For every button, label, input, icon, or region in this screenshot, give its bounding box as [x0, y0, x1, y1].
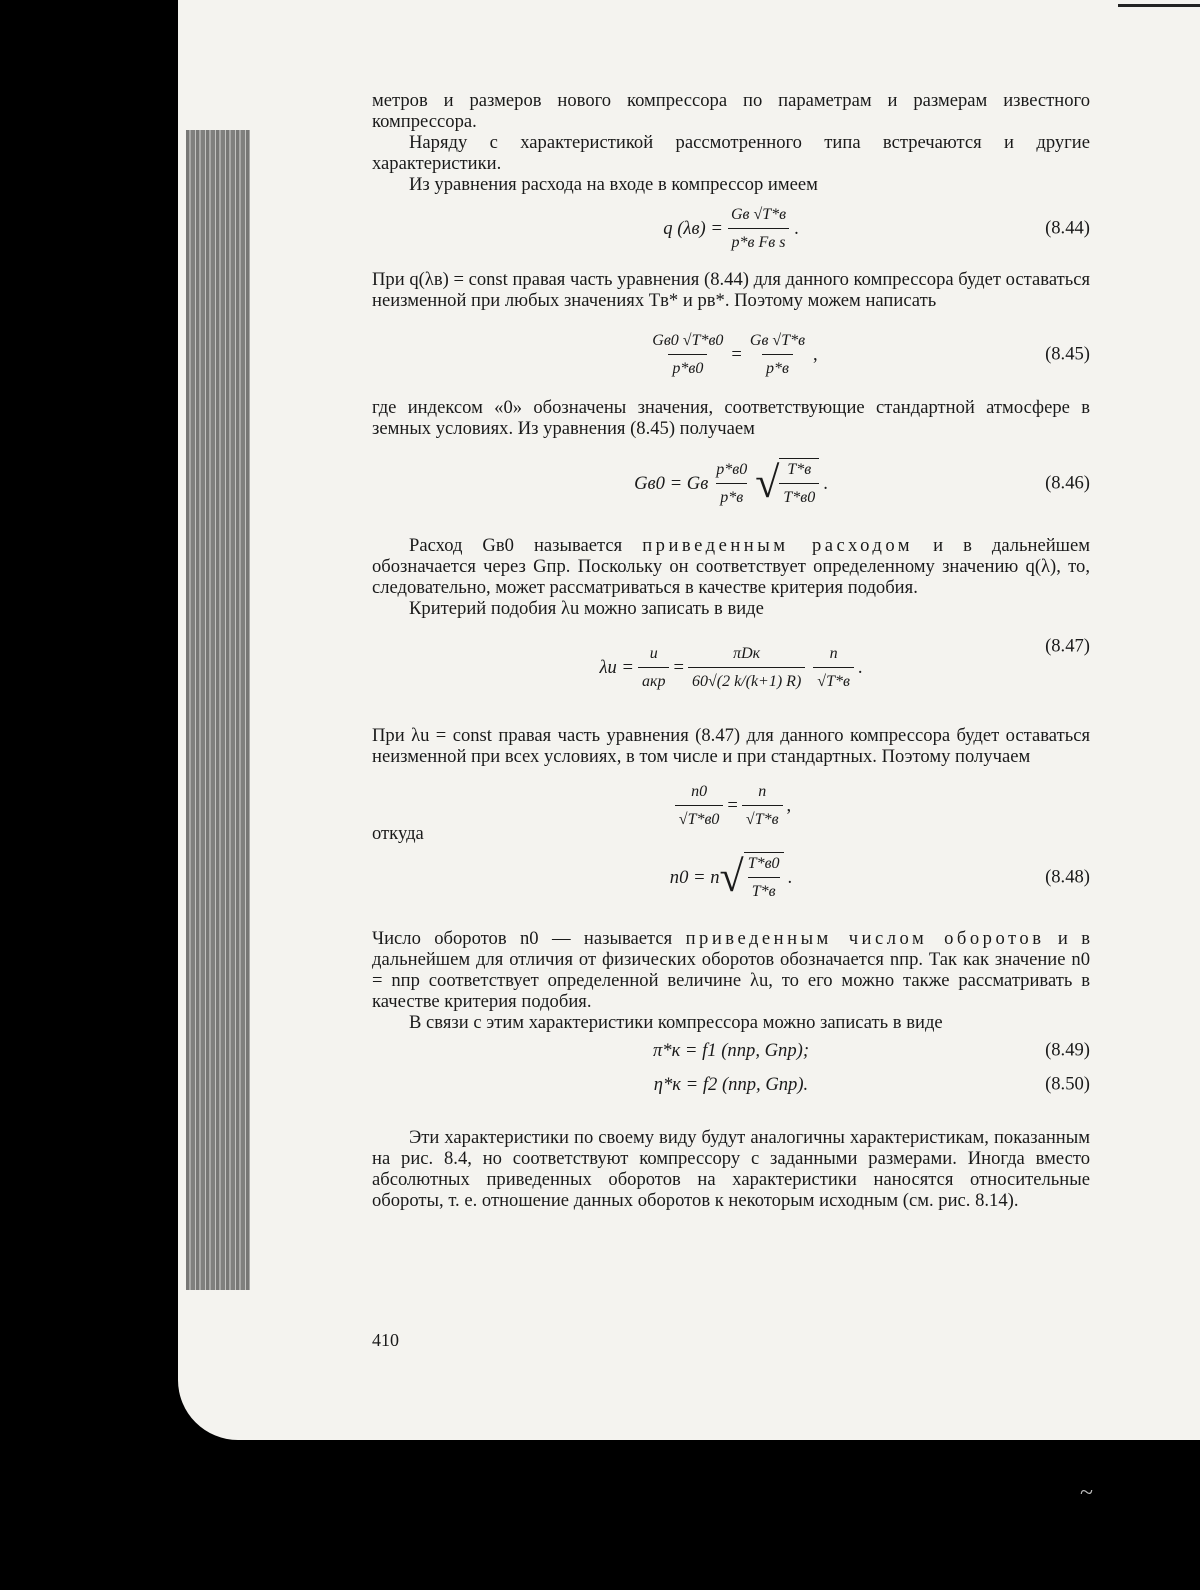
equation-8-47: λu = $\frac{u}{\text{aкр}}$ = $\frac{\text{πDк}}{60√(2 k/(k+1) R)}$ $\frac{n}{√T*в}$ . (8.47) [599, 635, 1090, 690]
equation-number: (8.44) [1045, 217, 1090, 239]
paragraph-10: Число оборотов n0 — называется приведенным числом оборотов и в дальнейшем для отличия от физических оборотов обозначается nпр. Так как значение n0 = nпр соответствует определенной величине λu, то его можно также рассматривать в качестве критерия подобия. [372, 928, 1091, 1012]
paragraph-11: В связи с этим характеристики компрессора можно записать в виде [409, 1012, 943, 1033]
page-number: 410 [372, 1330, 399, 1350]
binding-shadow [186, 130, 250, 1290]
paragraph-9: откуда [372, 823, 424, 844]
paragraph-6: Расход Gв0 называется приведенным расходом и в дальнейшем обозначается через Gпр. Поскольку он соответствует определенному значению q(λ), то, следовательно, может рассматриваться в качестве критерия подобия. [372, 535, 1091, 598]
equation-number: (8.47) [1045, 635, 1090, 657]
paragraph-7: Критерий подобия λu можно записать в виде [409, 598, 764, 619]
scan-artifact: ~ [1080, 1480, 1093, 1506]
page-body [372, 90, 1090, 1211]
paragraph-12: Эти характеристики по своему виду будут аналогичны характеристикам, показанным на рис. 8.4, но соответствуют компрессору с заданными размерами. Иногда вместо абсолютных приведенных оборотов на характеристики наносятся относительные обороты, т. е. отношение данных оборотов к некоторым исходным (см. рис. 8.14). [372, 1127, 1090, 1211]
equation-8-50: η*к = f2 (nпр, Gпр). (8.50) [653, 1073, 1090, 1095]
radical-sign: √ [755, 458, 780, 507]
equation-number: (8.50) [1045, 1073, 1090, 1095]
paragraph-5: где индексом «0» обозначены значения, соответствующие стандартной атмосфере в земных условиях. Из уравнения (8.45) получаем [372, 397, 1090, 439]
equation-8-49: π*к = f1 (nпр, Gпр); (8.49) [652, 1039, 1090, 1061]
equation-8-45: $\frac{Gв0 √T*в0}{p*в0}$ = $\frac{Gв √T*в}{p*в}$ , (8.45) [652, 331, 1090, 377]
equation-unnumbered: $\frac{n0}{√T*в0}$ = $\frac{n}{√T*в}$ , [372, 767, 1090, 843]
equation-number: (8.48) [1045, 866, 1090, 888]
equation-8-46: Gв0 = Gв $\frac{p*в0}{p*в}$ √ $\frac{T*в}{T*в0}$ . (8.46) [634, 458, 1090, 507]
equation-8-48: n0 = n √ $\frac{T*в0}{T*в}$ . (8.48) [669, 852, 1090, 901]
radical-sign: √ [719, 852, 744, 901]
equation-number: (8.45) [1045, 343, 1090, 365]
paragraph-2: Наряду с характеристикой рассмотренного типа встречаются и другие характеристики. [372, 132, 1090, 174]
paragraph-4: При q(λв) = const правая часть уравнения (8.44) для данного компрессора будет оставаться неизменной при любых значениях Tв* и pв*. Поэтому можем написать [372, 269, 1091, 311]
equation-number: (8.49) [1045, 1039, 1090, 1061]
paragraph-1: метров и размеров нового компрессора по параметрам и размерам известного компрессора. [372, 90, 1090, 132]
paragraph-3: Из уравнения расхода на входе в компрессор имеем [409, 174, 818, 195]
edge-mark [1118, 4, 1200, 7]
equation-number: (8.46) [1045, 472, 1090, 494]
equation-8-44: q (λв) = $\frac{Gв √T*в}{\text{p*в Fв s}}$ . (8.44) [663, 205, 1090, 251]
paragraph-8: При λu = const правая часть уравнения (8.47) для данного компрессора будет оставаться неизменной при всех условиях, в том числе и при стандартных. Поэтому получаем [372, 725, 1090, 767]
